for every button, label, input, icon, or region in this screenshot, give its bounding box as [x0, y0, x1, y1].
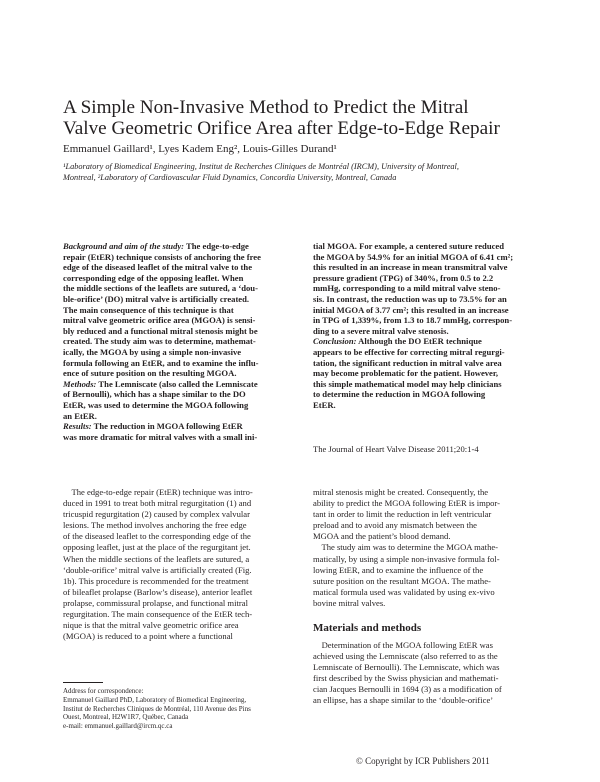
article-title — [63, 97, 543, 139]
affiliations — [63, 161, 543, 183]
abstract-line: created. The study aim was to determine, mathemat- — [63, 336, 256, 347]
body-line: regurgitation. The main consequence of the EtER tech- — [63, 609, 253, 620]
abstract-line: to determine the reduction in MGOA following — [313, 389, 486, 400]
body-line: first described by the Swiss physician and mathemati- — [313, 673, 499, 684]
body-line: matical formula used was validated by using ex-vivo — [313, 586, 495, 597]
abstract-text: The reduction in MGOA following EtER — [91, 421, 243, 432]
section-heading: Materials and methods — [313, 622, 422, 634]
abstract-line: EtER, was used to determine the MGOA following — [63, 399, 249, 410]
body-right-column — [313, 487, 549, 609]
body-line: opposing leaflet, just at the place of the regurgitant jet. — [63, 542, 251, 553]
body-line: an ellipse, has a shape similar to the ‘double-orifice’ — [313, 695, 494, 706]
body-line: achieved using the Lemniscate (also referred to as the — [313, 651, 498, 662]
abstract-left-column — [63, 241, 299, 442]
body-line: tricuspid regurgitation (2) caused by complex valvular — [63, 509, 250, 520]
abstract-line: The main consequence of this technique is that — [63, 304, 234, 315]
abstract-line: bly reduced and a functional mitral stenosis might be — [63, 325, 258, 336]
results-label: Results: — [63, 421, 92, 432]
body-line: Determination of the MGOA following EtER was — [313, 640, 493, 650]
methods-text — [313, 640, 549, 707]
abstract-line: in TPG of 1,339%, from 1.3 to 18.7 mmHg, correspon- — [313, 315, 513, 326]
body-line: ‘double-orifice’ mitral valve is artificially created (Fig. — [63, 564, 252, 575]
abstract-text: The edge-to-edge — [184, 241, 249, 251]
abstract-line: of Bernoulli), which has a shape similar to the DO — [63, 389, 246, 400]
correspondence-note — [63, 687, 251, 731]
abstract-line: pressure gradient (TPG) of 340%, from 0.5 to 2.2 — [313, 272, 494, 283]
abstract-line: appears to be effective for correcting mitral regurgi- — [313, 346, 505, 357]
abstract-text: Although the DO EtER technique — [356, 336, 482, 347]
abstract-line: this simple mathematical model may help clinicians — [313, 378, 502, 389]
abstract-line: ence of suture position on the resulting MGOA. — [63, 368, 237, 379]
abstract-line: repair (EtER) technique consists of anchoring the free — [63, 251, 261, 262]
correspondence-email: e-mail: emmanuel.gaillard@ircm.qc.ca — [63, 722, 173, 731]
correspondence-line: Address for correspondence: — [63, 687, 144, 695]
body-line: suture position on the resultant MGOA. The mathe- — [313, 575, 491, 586]
journal-citation: The Journal of Heart Valve Disease 2011;20:1-4 — [313, 444, 479, 454]
body-line: When the middle sections of the leaflets are sutured, a — [63, 553, 250, 564]
body-left-column — [63, 487, 299, 642]
body-line: preload and to avoid any mismatch between the — [313, 520, 477, 531]
body-line: lowing EtER, and to examine the influence of the — [313, 564, 484, 575]
abstract-line: was more dramatic for mitral valves with a small ini- — [63, 431, 258, 442]
correspondence-line: Ouest, Montreal, H2W1R7, Québec, Canada — [63, 713, 189, 722]
body-line: mitral stenosis might be created. Consequently, the — [313, 487, 489, 497]
correspondence-line: Emmanuel Gaillard PhD, Laboratory of Biomedical Engineering, — [63, 695, 247, 704]
correspondence-line: Institut de Recherches Cliniques de Montréal, 110 Avenue des Pins — [63, 704, 251, 713]
affiliation-line: Montreal, ²Laboratory of Cardiovascular Fluid Dynamics, Concordia University, Montreal, Canada — [63, 173, 397, 182]
body-line: The edge-to-edge repair (EtER) technique was intro- — [63, 487, 253, 497]
abstract-line: the middle sections of the leaflets are sutured, a ‘dou- — [63, 283, 258, 294]
abstract-line — [63, 379, 299, 390]
affiliation-line: ¹Laboratory of Biomedical Engineering, Institut de Recherches Cliniques de Montréal (IRCM), University of Montreal, — [63, 162, 459, 171]
copyright-notice: © Copyright by ICR Publishers 2011 — [356, 756, 490, 766]
author-list: Emmanuel Gaillard¹, Lyes Kadem Eng², Louis-Gilles Durand¹ — [63, 143, 337, 155]
body-line: of the diseased leaflet to the corresponding edge of the — [63, 531, 251, 542]
conclusion-label: Conclusion: — [313, 336, 357, 347]
abstract-line: ding to a severe mitral valve stenosis. — [313, 325, 449, 336]
abstract-line: corresponding edge of the opposing leaflet. When — [63, 272, 244, 283]
title-line: Valve Geometric Orifice Area after Edge-to-Edge Repair — [63, 118, 500, 139]
abstract-line: sis. In contrast, the reduction was up to 73.5% for an — [313, 293, 507, 304]
abstract-line — [63, 421, 299, 432]
body-line: MGOA and the patient’s blood demand. — [313, 531, 451, 542]
body-line: nique is that the mitral valve geometric orifice area — [63, 620, 239, 631]
abstract-line: mitral valve geometric orifice area (MGOA) is sensi- — [63, 315, 256, 326]
body-line: cian Jacques Bernoulli in 1694 (3) as a modification of — [313, 684, 502, 695]
abstract-line: tial MGOA. For example, a centered suture reduced — [313, 241, 505, 251]
body-line: lesions. The method involves anchoring the free edge — [63, 520, 247, 531]
abstract-line: this resulted in an increase in mean transmitral valve — [313, 262, 508, 273]
abstract-line: tation, the significant reduction in mitral valve area — [313, 357, 502, 368]
abstract-line: ble-orifice’ (DO) mitral valve is artificially created. — [63, 293, 250, 304]
abstract-text: The Lemniscate (also called the Lemniscate — [96, 378, 258, 389]
abstract-line: edge of the diseased leaflet of the mitral valve to the — [63, 262, 253, 273]
body-line: 1b). This procedure is recommended for the treatment — [63, 575, 249, 586]
abstract-line: an EtER. — [63, 410, 97, 421]
body-line: matically, by using a simple non-invasive formula fol- — [313, 553, 500, 564]
abstract-line — [313, 336, 549, 347]
body-line: of bileaflet prolapse (Barlow’s disease), anterior leaflet — [63, 586, 253, 597]
abstract-line: mmHg, corresponding to a mild mitral valve steno- — [313, 283, 501, 294]
abstract-line: the MGOA by 54.9% for an initial MGOA of 6.41 cm²; — [313, 251, 514, 262]
body-line: ability to predict the MGOA following EtER is impor- — [313, 498, 500, 509]
abstract-line: initial MGOA of 3.77 cm²; this resulted in an increase — [313, 304, 509, 315]
abstract-right-column — [313, 241, 549, 411]
abstract-line: EtER. — [313, 399, 336, 410]
methods-label: Methods: — [63, 378, 97, 389]
abstract-line: formula following an EtER, and to examine the influ- — [63, 357, 259, 368]
body-line: prolapse, commissural prolapse, and functional mitral — [63, 597, 248, 608]
body-line: tant in order to limit the reduction in left ventricular — [313, 509, 492, 520]
body-line: Lemniscate of Bernoulli). The Lemniscate, which was — [313, 662, 500, 673]
abstract-line: ically, the MGOA by using a simple non-invasive — [63, 346, 242, 357]
abstract-line — [63, 241, 299, 252]
body-line: duced in 1991 to treat both mitral regurgitation (1) and — [63, 498, 252, 509]
abstract-line: may become problematic for the patient. However, — [313, 368, 499, 379]
body-line: (MGOA) is reduced to a point where a functional — [63, 631, 233, 642]
title-line: A Simple Non-Invasive Method to Predict the Mitral — [63, 97, 469, 118]
body-line: bovine mitral valves. — [313, 597, 386, 608]
footnote-divider — [63, 682, 103, 683]
background-label: Background and aim of the study: — [63, 241, 185, 251]
body-line: The study aim was to determine the MGOA mathe- — [313, 542, 499, 553]
